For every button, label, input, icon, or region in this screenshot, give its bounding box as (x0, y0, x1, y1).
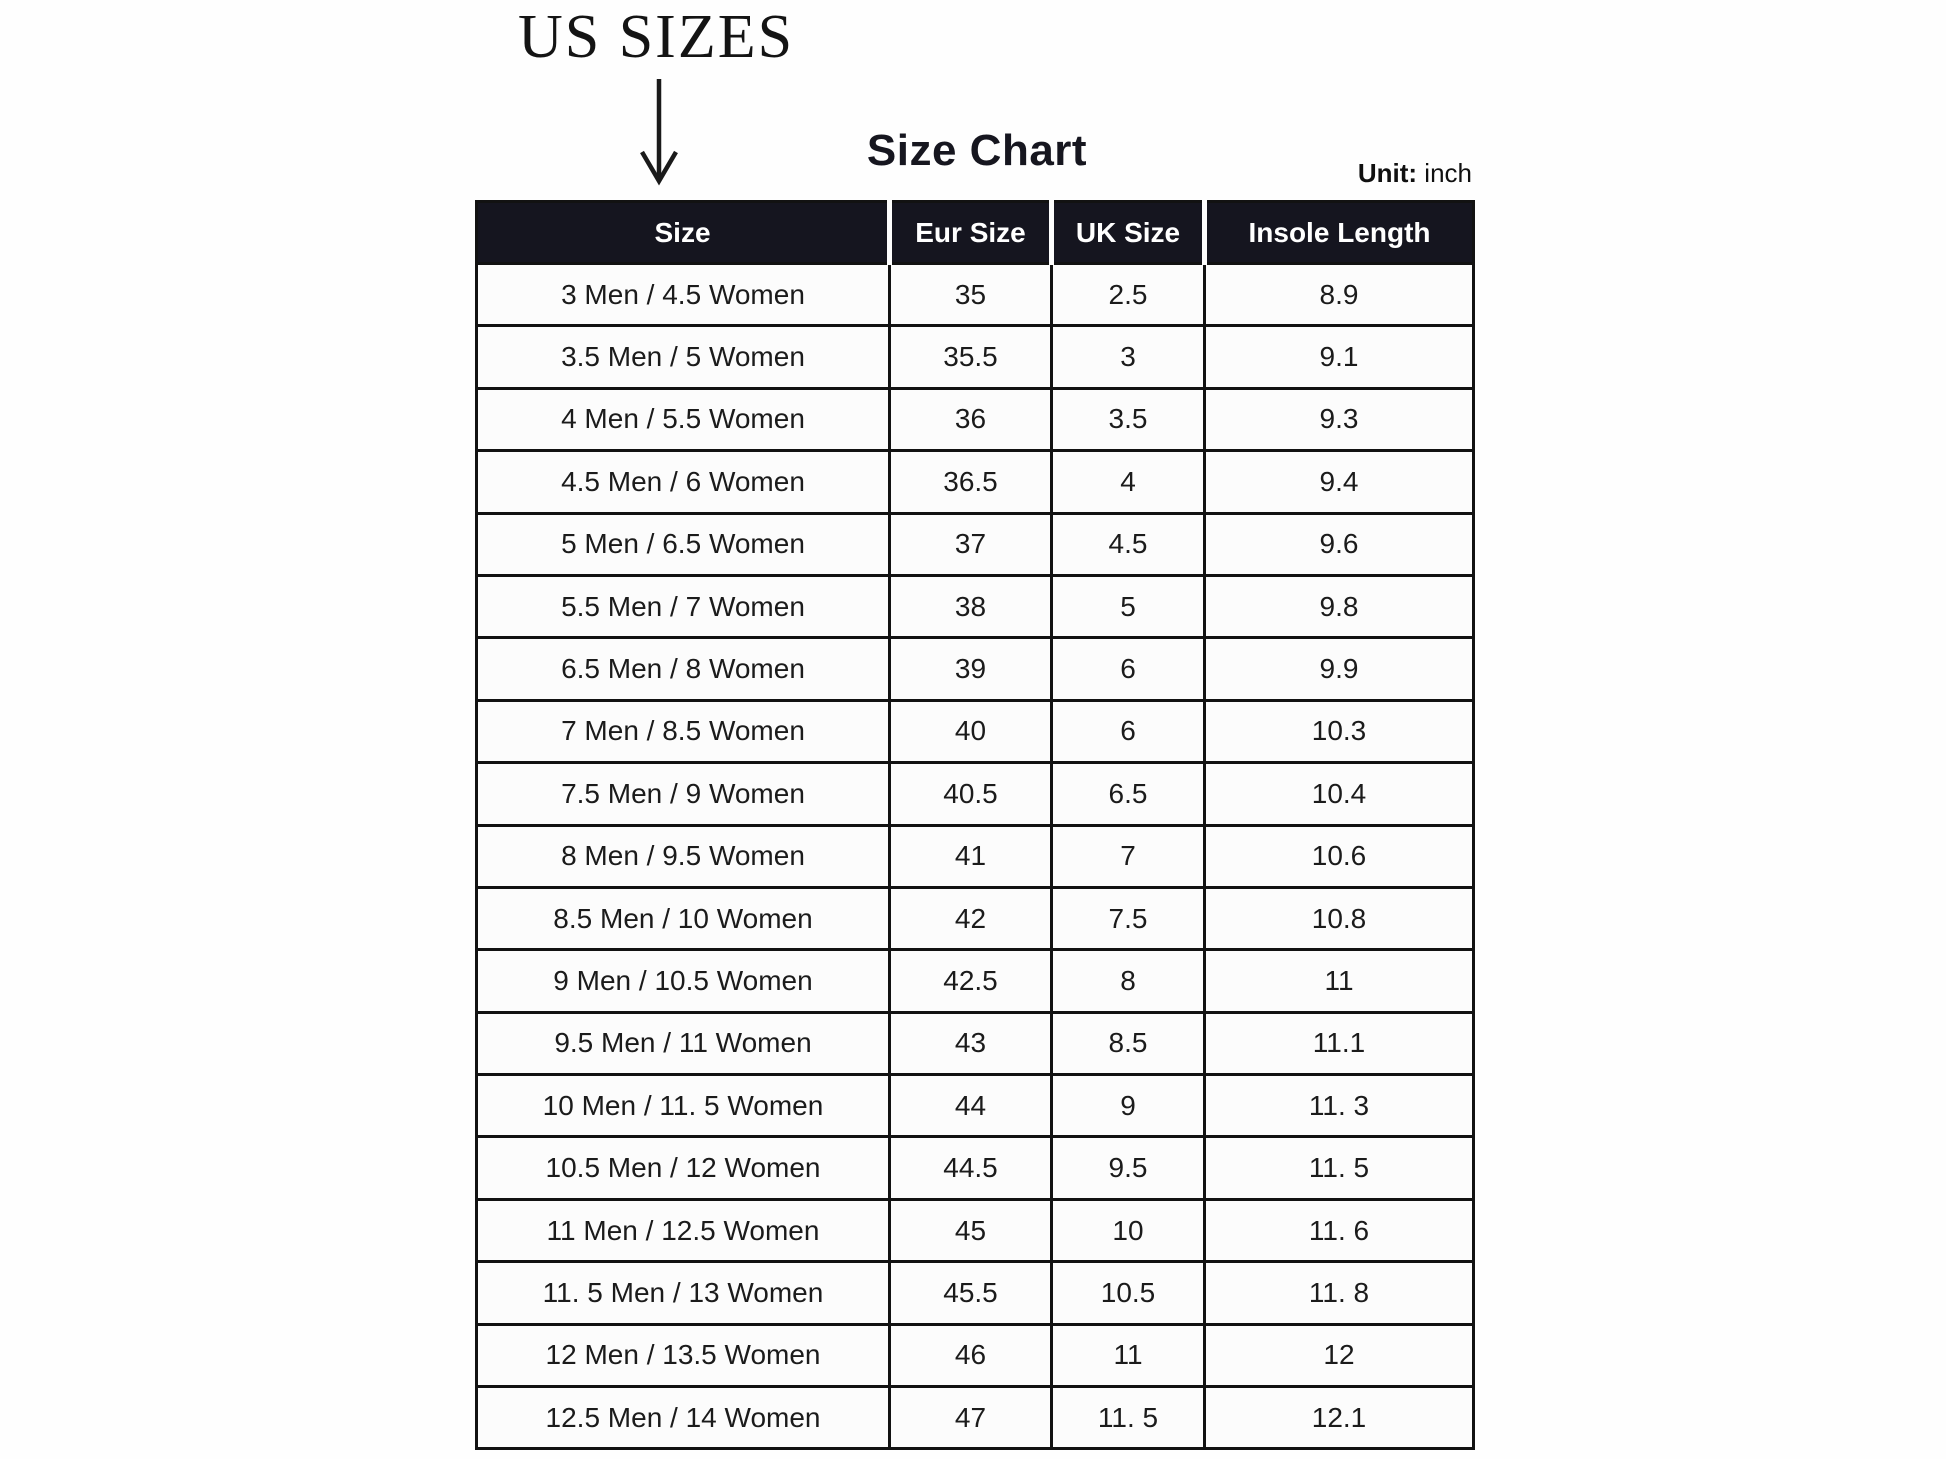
uk-size-cell: 10.5 (1052, 1262, 1205, 1324)
insole-length-cell: 12 (1205, 1324, 1474, 1386)
eur-size-cell: 42.5 (890, 950, 1052, 1012)
size-cell: 9 Men / 10.5 Women (477, 950, 890, 1012)
insole-length-cell: 9.6 (1205, 513, 1474, 575)
table-row (477, 1012, 1474, 1074)
insole-length-cell: 12.1 (1205, 1387, 1474, 1449)
insole-length-cell: 11 (1205, 950, 1474, 1012)
eur-size-cell: 37 (890, 513, 1052, 575)
size-cell: 10 Men / 11. 5 Women (477, 1075, 890, 1137)
insole-length-cell: 10.3 (1205, 700, 1474, 762)
table-row (477, 887, 1474, 949)
eur-size-cell: 40 (890, 700, 1052, 762)
uk-size-cell: 8 (1052, 950, 1205, 1012)
uk-size-cell: 6 (1052, 638, 1205, 700)
size-cell: 5 Men / 6.5 Women (477, 513, 890, 575)
size-cell: 5.5 Men / 7 Women (477, 575, 890, 637)
table-header-row (477, 202, 1474, 264)
size-cell: 8.5 Men / 10 Women (477, 887, 890, 949)
size-cell: 8 Men / 9.5 Women (477, 825, 890, 887)
uk-size-cell: 9 (1052, 1075, 1205, 1137)
eur-size-cell: 35 (890, 264, 1052, 326)
insole-length-cell: 11. 6 (1205, 1199, 1474, 1261)
table-row (477, 1262, 1474, 1324)
eur-size-cell: 45.5 (890, 1262, 1052, 1324)
eur-size-cell: 47 (890, 1387, 1052, 1449)
insole-length-cell: 11. 3 (1205, 1075, 1474, 1137)
size-cell: 12 Men / 13.5 Women (477, 1324, 890, 1386)
eur-size-cell: 46 (890, 1324, 1052, 1386)
uk-size-cell: 4.5 (1052, 513, 1205, 575)
insole-length-cell: 10.6 (1205, 825, 1474, 887)
uk-size-cell: 7.5 (1052, 887, 1205, 949)
unit-note (1358, 158, 1472, 189)
us-sizes-label: US SIZES (517, 3, 795, 71)
size-chart-table (475, 200, 1475, 1450)
size-cell: 11. 5 Men / 13 Women (477, 1262, 890, 1324)
eur-size-cell: 44 (890, 1075, 1052, 1137)
insole-length-cell: 10.8 (1205, 887, 1474, 949)
eur-size-cell: 41 (890, 825, 1052, 887)
insole-length-cell: 8.9 (1205, 264, 1474, 326)
eur-size-cell: 39 (890, 638, 1052, 700)
uk-size-cell: 4 (1052, 451, 1205, 513)
table-row (477, 1199, 1474, 1261)
size-cell: 3.5 Men / 5 Women (477, 326, 890, 388)
column-header-insole-length: Insole Length (1205, 202, 1474, 264)
table-row (477, 638, 1474, 700)
table-row (477, 1137, 1474, 1199)
insole-length-cell: 9.9 (1205, 638, 1474, 700)
table-row (477, 575, 1474, 637)
eur-size-cell: 38 (890, 575, 1052, 637)
unit-label: Unit: (1357, 158, 1418, 188)
table-row (477, 1387, 1474, 1449)
eur-size-cell: 44.5 (890, 1137, 1052, 1199)
table-row (477, 700, 1474, 762)
size-cell: 7 Men / 8.5 Women (477, 700, 890, 762)
table-row (477, 950, 1474, 1012)
column-header-size: Size (477, 202, 890, 264)
size-cell: 6.5 Men / 8 Women (477, 638, 890, 700)
insole-length-cell: 11. 8 (1205, 1262, 1474, 1324)
unit-value: inch (1417, 158, 1472, 188)
size-cell: 12.5 Men / 14 Women (477, 1387, 890, 1449)
table-row (477, 451, 1474, 513)
uk-size-cell: 6.5 (1052, 763, 1205, 825)
column-header-uk-size: UK Size (1052, 202, 1205, 264)
insole-length-cell: 10.4 (1205, 763, 1474, 825)
uk-size-cell: 2.5 (1052, 264, 1205, 326)
size-cell: 7.5 Men / 9 Women (477, 763, 890, 825)
uk-size-cell: 3.5 (1052, 388, 1205, 450)
eur-size-cell: 36 (890, 388, 1052, 450)
table-row (477, 1324, 1474, 1386)
table-row (477, 1075, 1474, 1137)
size-cell: 4.5 Men / 6 Women (477, 451, 890, 513)
table-row (477, 388, 1474, 450)
table-row (477, 825, 1474, 887)
eur-size-cell: 45 (890, 1199, 1052, 1261)
insole-length-cell: 9.3 (1205, 388, 1474, 450)
uk-size-cell: 5 (1052, 575, 1205, 637)
page-title: Size Chart (866, 126, 1088, 175)
eur-size-cell: 36.5 (890, 451, 1052, 513)
insole-length-cell: 9.1 (1205, 326, 1474, 388)
eur-size-cell: 40.5 (890, 763, 1052, 825)
table-row (477, 264, 1474, 326)
size-cell: 3 Men / 4.5 Women (477, 264, 890, 326)
eur-size-cell: 43 (890, 1012, 1052, 1074)
insole-length-cell: 9.4 (1205, 451, 1474, 513)
insole-length-cell: 11. 5 (1205, 1137, 1474, 1199)
uk-size-cell: 8.5 (1052, 1012, 1205, 1074)
uk-size-cell: 11. 5 (1052, 1387, 1205, 1449)
size-table-body (477, 264, 1474, 1449)
uk-size-cell: 11 (1052, 1324, 1205, 1386)
size-cell: 10.5 Men / 12 Women (477, 1137, 890, 1199)
uk-size-cell: 6 (1052, 700, 1205, 762)
size-cell: 9.5 Men / 11 Women (477, 1012, 890, 1074)
uk-size-cell: 7 (1052, 825, 1205, 887)
uk-size-cell: 9.5 (1052, 1137, 1205, 1199)
uk-size-cell: 10 (1052, 1199, 1205, 1261)
size-cell: 4 Men / 5.5 Women (477, 388, 890, 450)
size-cell: 11 Men / 12.5 Women (477, 1199, 890, 1261)
table-row (477, 763, 1474, 825)
column-header-eur-size: Eur Size (890, 202, 1052, 264)
table-row (477, 326, 1474, 388)
table-row (477, 513, 1474, 575)
insole-length-cell: 11.1 (1205, 1012, 1474, 1074)
uk-size-cell: 3 (1052, 326, 1205, 388)
insole-length-cell: 9.8 (1205, 575, 1474, 637)
eur-size-cell: 35.5 (890, 326, 1052, 388)
eur-size-cell: 42 (890, 887, 1052, 949)
down-arrow-icon (639, 76, 679, 188)
